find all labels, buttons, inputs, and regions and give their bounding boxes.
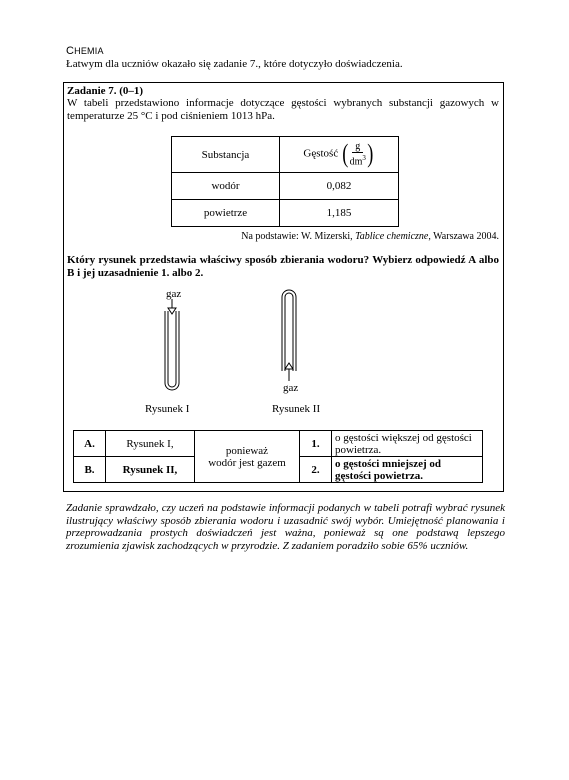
density-table	[171, 136, 399, 227]
source-title: Tablice chemiczne	[355, 231, 429, 242]
figure1-test-tube	[159, 299, 189, 399]
answer-table	[73, 430, 483, 483]
subject-rest: HEMIA	[74, 46, 104, 56]
section-header	[66, 45, 104, 57]
question-text: Który rysunek przedstawia właściwy sposób zbierania wodoru? Wybierz odpowiedź A albo B i jej uzasadnienie 1. albo 2.	[67, 254, 499, 279]
figure2-caption: Rysunek II	[272, 403, 321, 415]
task-box	[63, 82, 504, 492]
option-b-letter[interactable]: B.	[74, 457, 106, 483]
task-description: W tabeli przedstawiono informacje dotyczące gęstości wybranych substancji gazowych w temperaturze 25 °C i pod ciśnieniem 1013 hPa.	[67, 97, 499, 122]
reason-1-text[interactable]: o gęstości większej od gęstości powietrza.	[332, 431, 483, 457]
reason-2-number[interactable]: 2.	[300, 457, 332, 483]
header-density	[280, 137, 399, 173]
figure2-gas-label: gaz	[283, 382, 299, 394]
cell-substance: wodór	[172, 173, 280, 200]
unit-denominator: dm	[349, 156, 363, 168]
option-a-letter[interactable]: A.	[74, 431, 106, 457]
table-row	[172, 200, 399, 227]
header-substance: Substancja	[172, 137, 280, 173]
source-suffix: , Warszawa 2004.	[428, 231, 499, 242]
subject-initial: C	[66, 45, 75, 57]
unit-numerator: g	[352, 141, 363, 153]
task-title: Zadanie 7. (0–1)	[67, 85, 144, 97]
unit-exponent: 3	[362, 154, 366, 163]
source-citation	[241, 231, 499, 242]
answer-row-a	[74, 431, 483, 457]
comment-text: Zadanie sprawdzało, czy uczeń na podstawie informacji podanych w tabeli potrafi wybrać rysunek ilustrujący właściwy sposób zbierania wodoru i uzasadnić swój wybór. Umiejętność planowania i przeprowadzania prostych doświadczeń jest ważna, ponieważ są one podstawą lepszego zrozumienia zjawisk zachodzących w przyrodzie. Z zadaniem poradziło sobie 65% uczniów.	[66, 502, 505, 552]
option-b-text[interactable]: Rysunek II,	[106, 457, 195, 483]
cell-density: 1,185	[280, 200, 399, 227]
because-line1: ponieważ	[225, 444, 269, 457]
cell-substance: powietrze	[172, 200, 280, 227]
because-line2: wodór jest gazem	[208, 456, 286, 469]
because-cell	[195, 431, 300, 483]
table-header-row	[172, 137, 399, 173]
figure1-gas-label: gaz	[166, 288, 182, 300]
source-prefix: Na podstawie: W. Mizerski,	[241, 231, 356, 242]
density-label: Gęstość	[303, 148, 339, 161]
figure1-caption: Rysunek I	[145, 403, 190, 415]
option-a-text[interactable]: Rysunek I,	[106, 431, 195, 457]
intro-text: Łatwym dla uczniów okazało się zadanie 7., które dotyczyło doświadczenia.	[66, 58, 403, 70]
cell-density: 0,082	[280, 173, 399, 200]
reason-2-text[interactable]: o gęstości mniejszej od gęstości powietrza.	[332, 457, 483, 483]
table-row	[172, 173, 399, 200]
density-unit: ( $\frac{g}{dm^3}$ )	[342, 139, 374, 169]
reason-1-number[interactable]: 1.	[300, 431, 332, 457]
figure2-test-tube	[277, 287, 307, 382]
